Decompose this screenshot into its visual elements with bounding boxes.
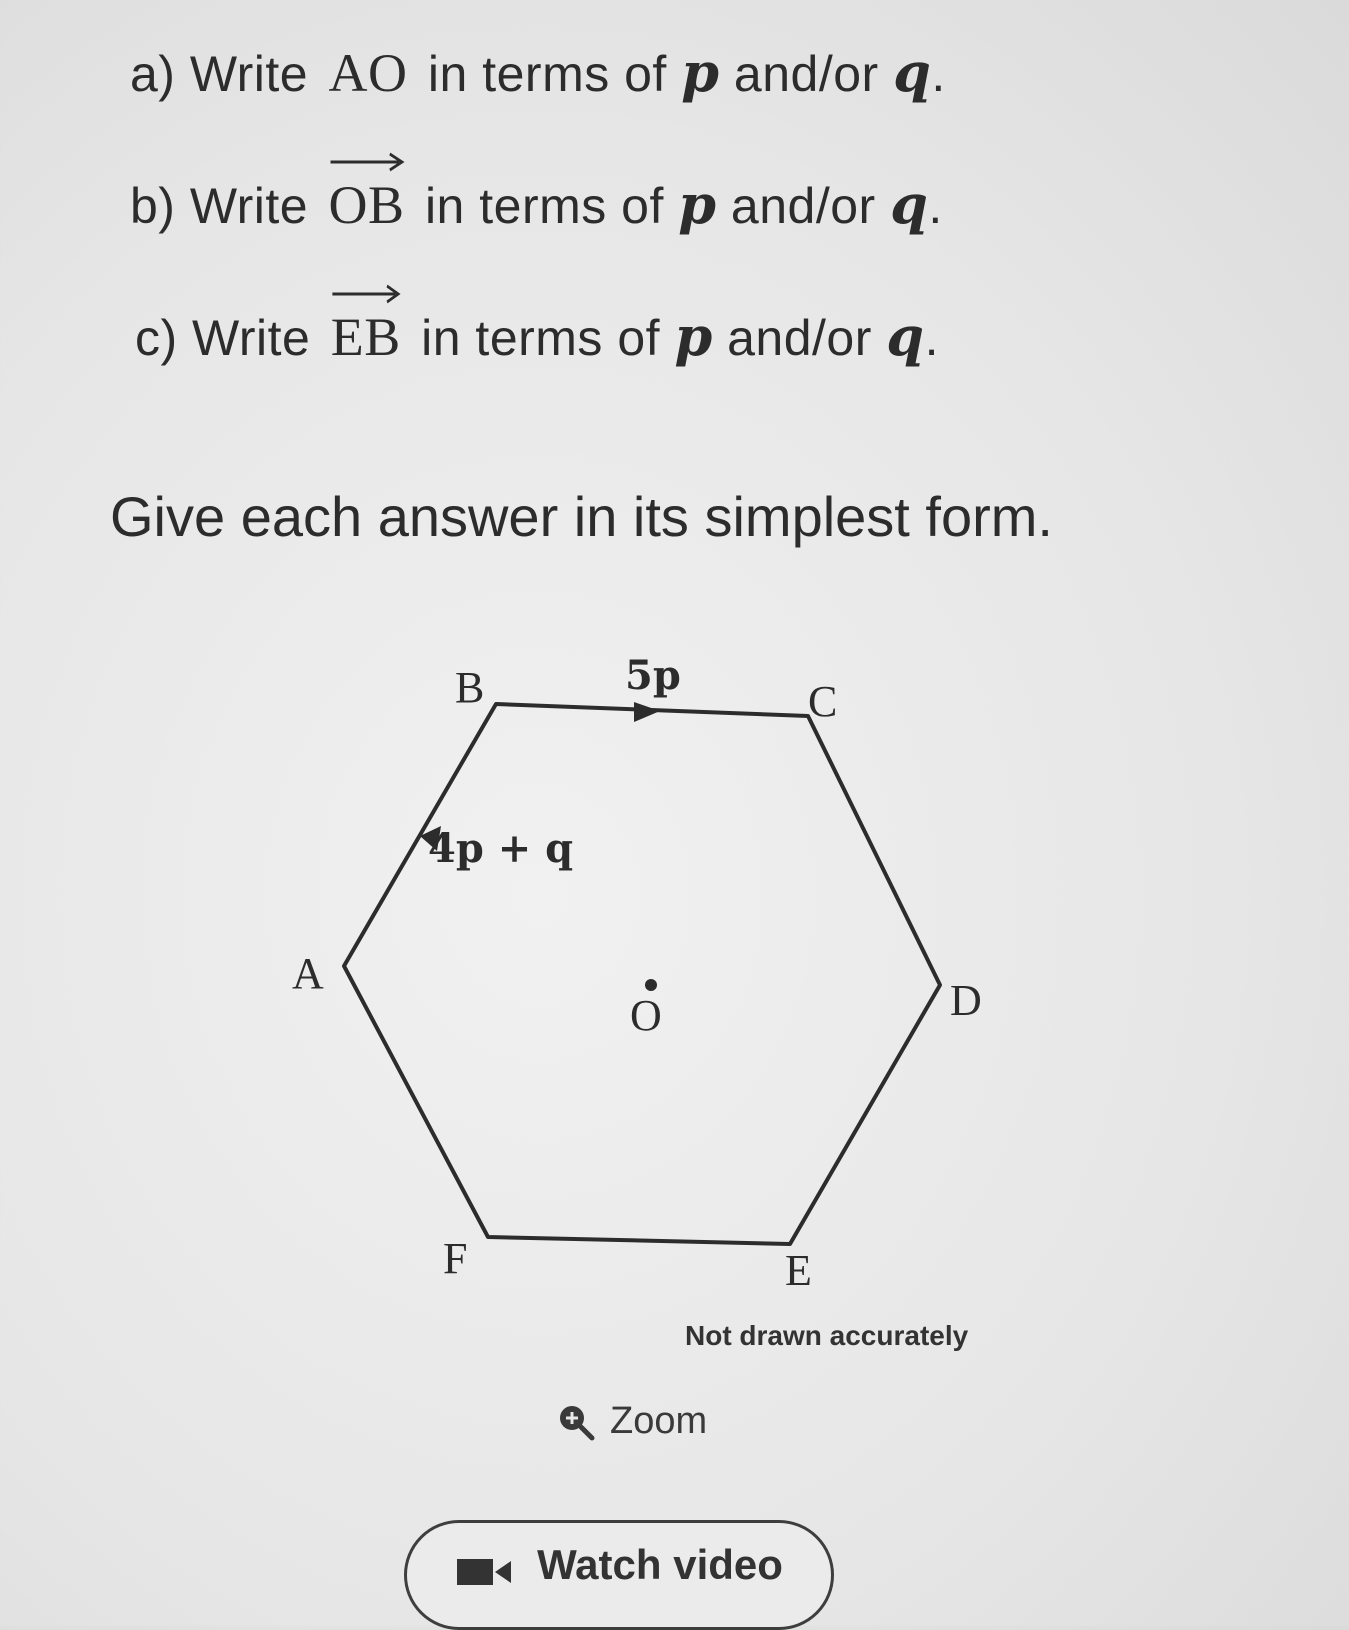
vertex-label-d: D	[950, 976, 982, 1025]
question-c-prefix: c) Write	[135, 310, 311, 366]
vertex-label-e: E	[785, 1246, 812, 1295]
instruction-text: Give each answer in its simplest form.	[110, 485, 1053, 548]
question-b-prefix: b) Write	[130, 178, 309, 234]
var-q: q	[893, 40, 932, 104]
hexagon-outline	[344, 704, 940, 1244]
question-a: a) Write AO in terms of p and/or q.	[130, 40, 946, 104]
vector-ao: AO	[328, 43, 408, 103]
vertex-label-a: A	[292, 949, 324, 998]
not-drawn-note: Not drawn accurately	[685, 1320, 969, 1351]
zoom-label: Zoom	[610, 1400, 708, 1442]
question-b: b) Write OB in terms of p and/or q.	[130, 172, 943, 236]
question-b-text: in terms of	[424, 178, 664, 234]
edge-label-ab: 4p + q	[428, 825, 574, 872]
zoom-button[interactable]	[556, 1400, 707, 1443]
vector-eb: EB	[331, 306, 401, 368]
vertex-label-f: F	[443, 1234, 468, 1283]
question-c: c) Write EB in terms of p and/or q.	[135, 304, 939, 368]
watch-video-button[interactable]	[404, 1520, 834, 1630]
edge-label-bc: 5p	[625, 652, 681, 699]
vertex-label-c: C	[808, 677, 838, 726]
center-point	[645, 979, 657, 991]
question-a-text: in terms of	[427, 46, 667, 102]
vertex-label-o: O	[630, 991, 662, 1040]
var-p: p	[681, 40, 720, 104]
question-a-prefix: a) Write	[130, 46, 309, 102]
video-camera-icon	[455, 1555, 519, 1589]
vector-ob: OB	[329, 174, 405, 236]
magnifier-plus-icon	[556, 1402, 596, 1442]
vertex-label-b: B	[455, 663, 485, 712]
question-c-text: in terms of	[421, 310, 661, 366]
arrow-bc-icon	[634, 702, 660, 722]
watch-video-label: Watch video	[537, 1541, 783, 1588]
